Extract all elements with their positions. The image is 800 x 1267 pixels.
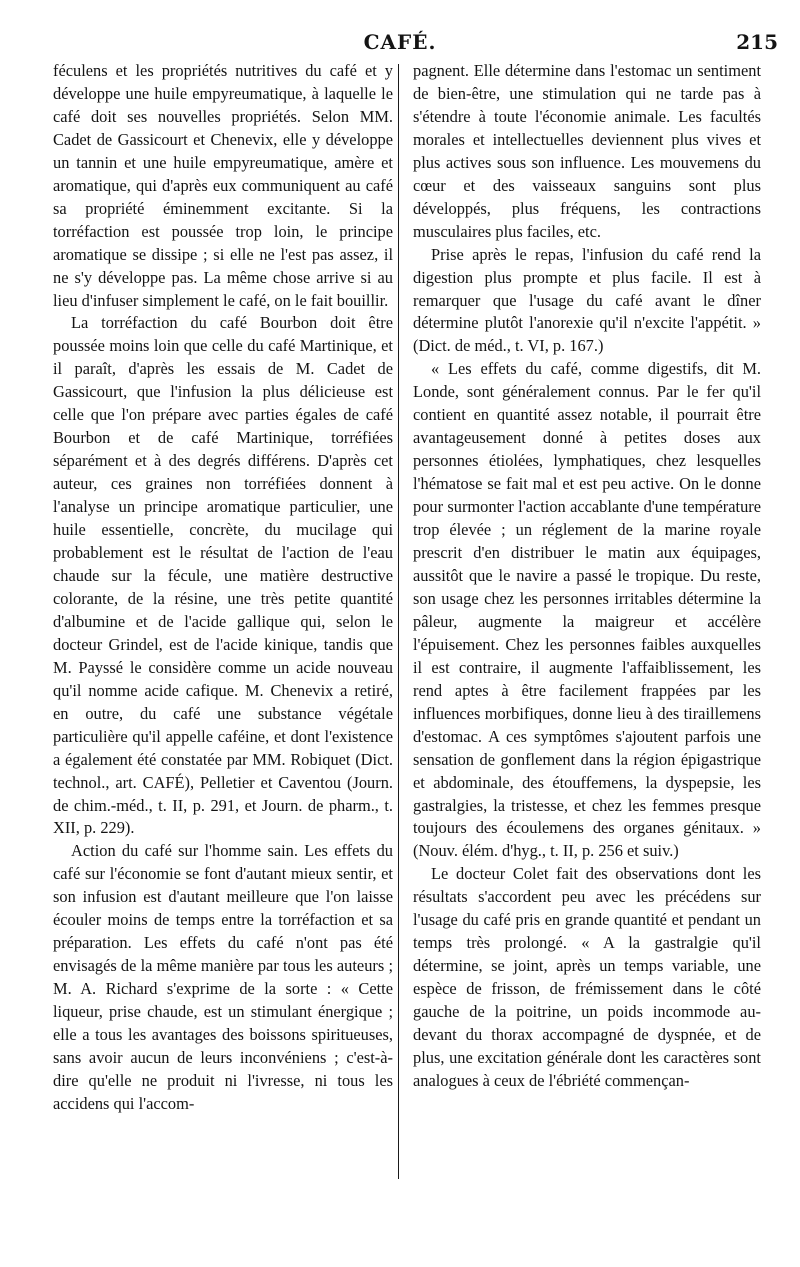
paragraph: Prise après le repas, l'infusion du café rend la digestion plus prompte et plus facile. Il est à remarquer que l'usage du café avant le dîner détermine plutôt l'anorexie qu'il n'excite l'appétit. » (Dict. de méd., t. VI, p. 167.) [413, 244, 761, 356]
running-head-title: CAFÉ. [363, 30, 437, 54]
left-column [53, 60, 393, 1116]
paragraph: « Les effets du café, comme digestifs, dit M. Londe, sont généralement connus. Par le fer qu'il contient en quantité assez notable, il pourrait être avantageusement donné à petites doses aux personnes étiolées, lymphatiques, chez lesquelles l'hématose se fait mal et est peu active. On le donne pour surmonter l'action accablante d'une température trop élevée ; un réglement de la marine royale prescrit d'en distribuer le matin aux équipages, aussitôt que le navire a passé le tropique. Du reste, son usage chez les personnes irritables détermine la pâleur, augmente la maigreur et accélère l'épuisement. Chez les personnes faibles auxquelles il est contraire, il augmente l'affaiblissement, les rend aptes à être facilement frappées par les influences morbifiques, donne lieu à des tiraillemens d'estomac. A ces symptômes s'ajoutent parfois une sensation de gonflement dans la région épigastrique et abdominale, des étouffemens, la dyspepsie, les gastralgies, la tristesse, et chez les femmes presque toujours des écoulemens des organes génitaux. » (Nouv. élém. d'hyg., t. II, p. 256 et suiv.) [413, 359, 761, 861]
right-column [413, 60, 761, 1093]
paragraph: Le docteur Colet fait des observations dont les résultats s'accordent peu avec les précédens sur l'usage du café pris en grande quantité et pendant un temps très prolongé. « A la gastralgie qu'il détermine, se joint, après un temps variable, une espèce de frisson, de frémissement dans le côté gauche de la poitrine, un poids incommode au-devant du thorax accompagné de dyspnée, et de plus, une excitation générale dont les caractères sont analogues à ceux de l'ébriété commençan- [413, 864, 761, 1090]
page-number: 215 [736, 30, 778, 54]
paragraph: pagnent. Elle détermine dans l'estomac un sentiment de bien-être, une stimulation qui ne tarde pas à s'étendre à toute l'économie animale. Les facultés morales et intellectuelles deviennent plus vives et plus actives sous son influence. Les mouvemens du cœur et des vaisseaux sanguins sont plus développés, plus fréquens, les contractions musculaires plus faciles, etc. [413, 61, 761, 241]
paragraph: féculens et les propriétés nutritives du café et y développe une huile empyreumatique, à laquelle le café doit ses nouvelles propriétés. Selon MM. Cadet de Gassicourt et Chenevix, elle y développe un tannin et une huile empyreumatique, amère et aromatique, qui d'après eux communiquent au café sa propriété éminemment excitante. Si la torréfaction est poussée trop loin, le principe aromatique se dissipe ; si elle ne l'est pas assez, il ne s'y développe pas. La même chose arrive si au lieu d'infuser simplement le café, on le fait bouillir. [53, 61, 393, 310]
column-divider [398, 64, 399, 1179]
paragraph: La torréfaction du café Bourbon doit être poussée moins loin que celle du café Martinique, et il paraît, d'après les essais de M. Cadet de Gassicourt, que l'infusion la plus délicieuse est celle que l'on prépare avec parties égales de café Bourbon et de café Martinique, torréfiées séparément et à des degrés différens. D'après cet auteur, ces graines non torréfiées donnent à l'analyse un principe aromatique particulier, une huile essentielle, concrète, du mucilage qui probablement est le résultat de l'action de l'eau chaude sur la fécule, une matière destructive colorante, de la résine, une très petite quantité d'albumine et de l'acide gallique qui, selon le docteur Grindel, est de l'acide kinique, tandis que M. Payssé le considère comme un acide nouveau qu'il nomme acide cafique. M. Chenevix a retiré, en outre, du café une substance végétale particulière qu'il appelle caféine, et dont l'existence a également été constatée par MM. Robiquet (Dict. technol., art. CAFÉ), Pelletier et Caventou (Journ. de chim.-méd., t. II, p. 291, et Journ. de pharm., t. XII, p. 229). [53, 313, 393, 838]
paragraph: Action du café sur l'homme sain. Les effets du café sur l'économie se font d'autant mieux sentir, et son infusion est d'autant meilleure que l'on laisse écouler moins de temps entre la torréfaction et sa préparation. Les effets du café n'ont pas été envisagés de la même manière par tous les auteurs ; M. A. Richard s'exprime de la sorte : « Cette liqueur, prise chaude, est un stimulant énergique ; elle a tous les avantages des boissons spiritueuses, sans avoir aucun de leurs inconvéniens ; c'est-à-dire qu'elle ne produit ni l'ivresse, ni tous les accidens qui l'accom- [53, 841, 393, 1113]
